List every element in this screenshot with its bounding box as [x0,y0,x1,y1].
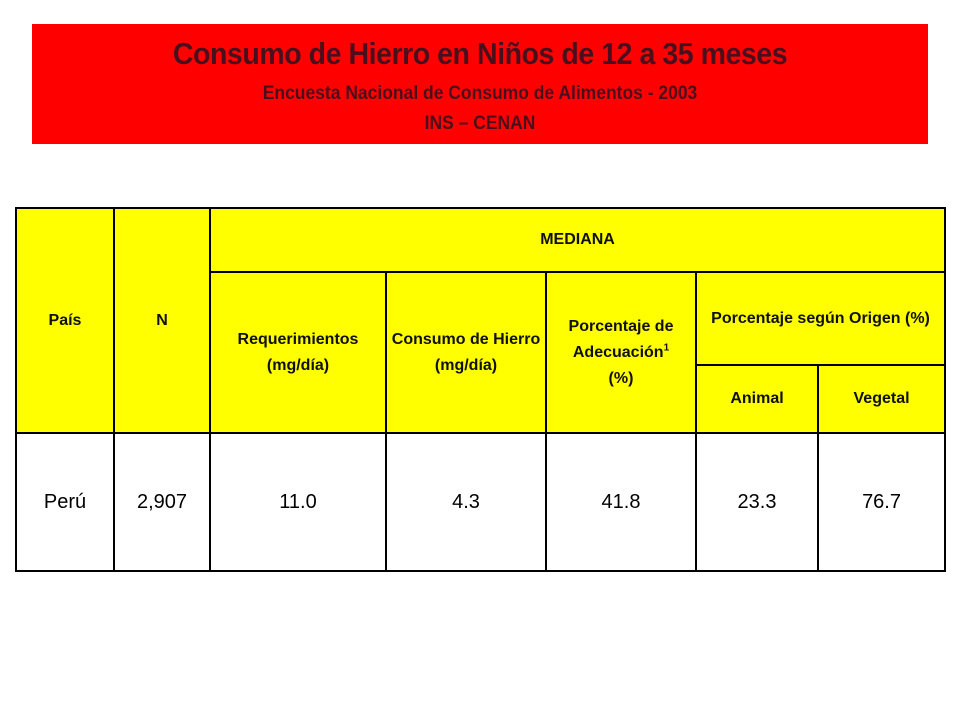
header-animal: Animal [696,365,818,433]
table-row [16,433,945,571]
header-adecuacion [546,272,696,433]
title-banner [32,24,928,144]
cell-requerimientos: 11.0 [210,433,386,571]
header-requerimientos: Requerimientos (mg/día) [210,272,386,433]
header-mediana: MEDIANA [210,208,945,272]
page-title: Consumo de Hierro en Niños de 12 a 35 meses [172,36,788,71]
header-consumo: Consumo de Hierro (mg/día) [386,272,546,433]
header-vegetal: Vegetal [818,365,945,433]
header-adecuacion-unit: (%) [608,369,634,387]
cell-vegetal: 76.7 [818,433,945,571]
page-subtitle: Encuesta Nacional de Consumo de Alimentos - 2003 [262,83,698,104]
header-adecuacion-label: Porcentaje de Adecuación [568,317,674,361]
cell-adecuacion: 41.8 [546,433,696,571]
cell-animal: 23.3 [696,433,818,571]
cell-consumo: 4.3 [386,433,546,571]
header-pais: País [16,208,114,433]
cell-pais: Perú [16,433,114,571]
cell-n: 2,907 [114,433,210,571]
footnote-marker: 1 [663,342,670,354]
header-n: N [114,208,210,433]
iron-consumption-table [15,207,946,572]
header-origen: Porcentaje según Origen (%) [696,272,945,365]
organization-label: INS – CENAN [424,113,536,134]
